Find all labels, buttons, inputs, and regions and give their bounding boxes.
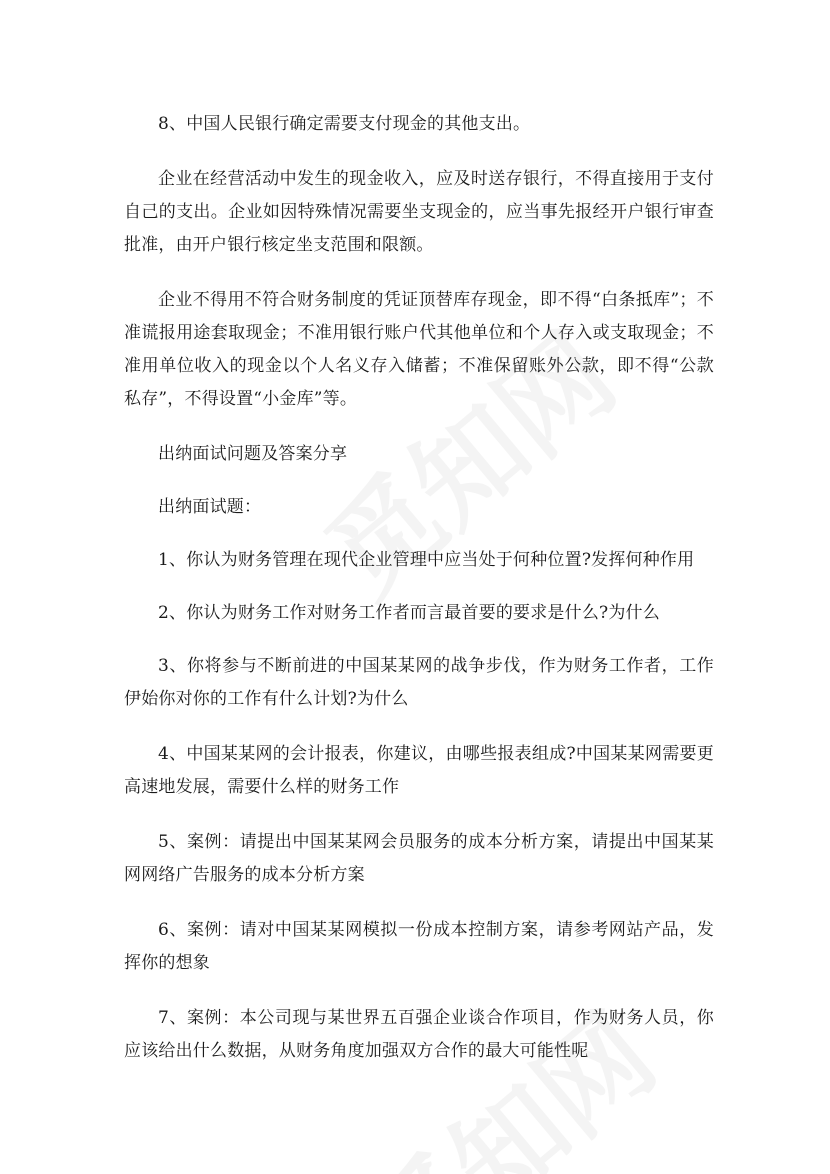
question-1: 1、你认为财务管理在现代企业管理中应当处于何种位置?发挥何种作用 — [158, 550, 695, 570]
question-5: 5、案例：请提出中国某某网会员服务的成本分析方案，请提出中国某某网网络广告服务的成本分析方案 — [124, 832, 714, 885]
paragraph-cash-expense-item-8: 8、中国人民银行确定需要支付现金的其他支出。 — [158, 114, 531, 134]
paragraph-cash-prohibitions: 企业不得用不符合财务制度的凭证顶替库存现金，即不得“白条抵库”；不准谎报用途套取现金；不准用银行账户代其他单位和个人存入或支取现金；不准用单位收入的现金以个人名义存入储蓄；不准保留账外公款，即不得“公款私存”，不得设置“小金库”等。 — [124, 290, 714, 409]
paragraph-cash-deposit-rule: 企业在经营活动中发生的现金收入，应及时送存银行，不得直接用于支付自己的支出。企业如因特殊情况需要坐支现金的，应当事先报经开户银行审查批准，由开户银行核定坐支范围和限额。 — [124, 169, 714, 255]
document-body — [124, 108, 714, 1090]
question-6: 6、案例：请对中国某某网模拟一份成本控制方案，请参考网站产品，发挥你的想象 — [124, 920, 714, 973]
question-4: 4、中国某某网的会计报表，你建议，由哪些报表组成?中国某某网需要更高速地发展，需要什么样的财务工作 — [124, 744, 714, 797]
section-heading-interview: 出纳面试问题及答案分享 — [158, 444, 348, 464]
question-2: 2、你认为财务工作对财务工作者而言最首要的要求是什么?为什么 — [158, 603, 660, 623]
question-3: 3、你将参与不断前进的中国某某网的战争步伐，作为财务工作者，工作伊始你对你的工作有什么计划?为什么 — [124, 656, 714, 709]
subheading-interview-questions: 出纳面试题： — [158, 497, 262, 517]
question-7: 7、案例：本公司现与某世界五百强企业谈合作项目，作为财务人员，你应该给出什么数据，从财务角度加强双方合作的最大可能性呢 — [124, 1008, 714, 1061]
